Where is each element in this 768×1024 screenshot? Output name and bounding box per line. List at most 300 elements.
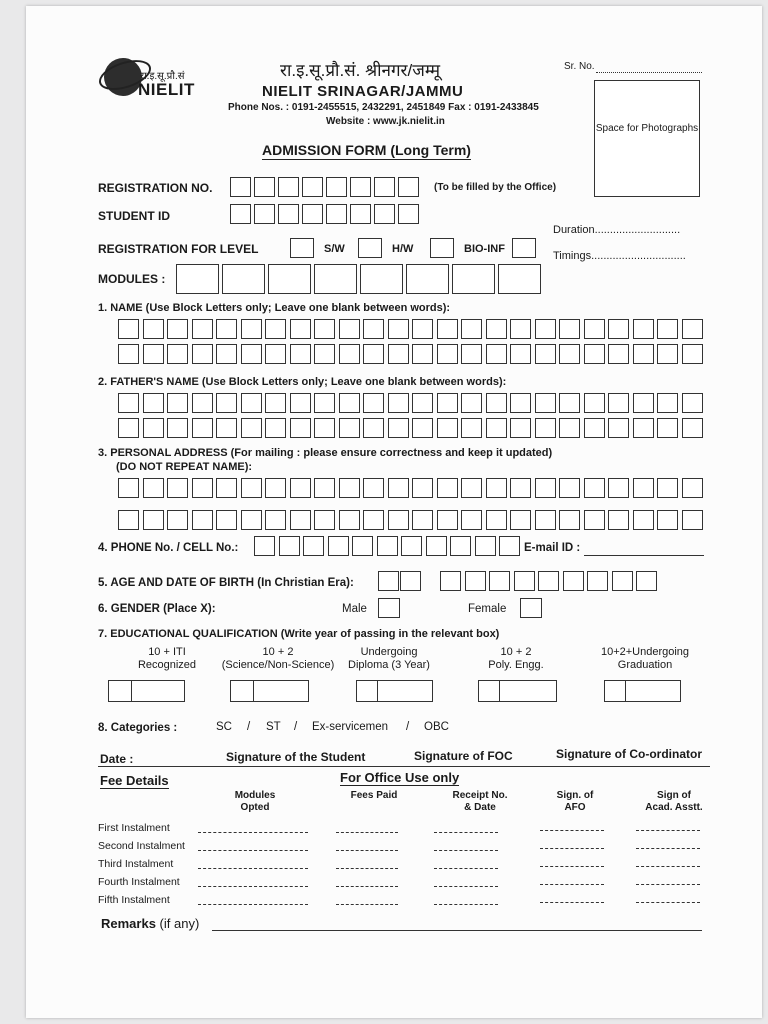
father-name-row1-box[interactable] — [118, 393, 139, 413]
education-year-box[interactable] — [230, 680, 254, 702]
father-name-row1-box[interactable] — [290, 393, 311, 413]
name-row2-box[interactable] — [241, 344, 262, 364]
female-checkbox[interactable] — [520, 598, 542, 618]
phone-box[interactable] — [377, 536, 398, 556]
father-name-row2-box[interactable] — [339, 418, 360, 438]
education-line-1: Undergoing — [360, 646, 418, 658]
address-row1-box[interactable] — [584, 478, 605, 498]
address-row2-box[interactable] — [535, 510, 556, 530]
logo-text: NIELIT — [138, 80, 195, 99]
bio-inf-label: BIO-INF — [464, 243, 505, 255]
website: Website : www.jk.nielit.in — [326, 116, 445, 127]
father-name-row1-box[interactable] — [167, 393, 188, 413]
fee-entry-field[interactable] — [540, 866, 604, 867]
fee-entry-field[interactable] — [636, 848, 700, 849]
education-year-box[interactable] — [625, 680, 681, 702]
remarks-label — [101, 916, 199, 931]
phone-label: 4. PHONE No. / CELL No.: — [98, 542, 239, 554]
module-box[interactable] — [498, 264, 541, 294]
fee-header-line-2: & Date — [464, 802, 496, 813]
address-row2-box[interactable] — [559, 510, 580, 530]
module-box[interactable] — [314, 264, 357, 294]
address-row2-box[interactable] — [339, 510, 360, 530]
name-row2-box[interactable] — [314, 344, 335, 364]
module-box[interactable] — [176, 264, 219, 294]
dob-box[interactable] — [563, 571, 584, 591]
name-row2-box[interactable] — [657, 344, 678, 364]
fee-header-line-2: Acad. Asstt. — [645, 802, 703, 813]
sw-checkbox[interactable] — [358, 238, 382, 258]
phone-box[interactable] — [303, 536, 324, 556]
address-row1-box[interactable] — [118, 478, 139, 498]
address-row2-box[interactable] — [192, 510, 213, 530]
registration-no-box[interactable] — [350, 177, 371, 197]
name-row2-box[interactable] — [290, 344, 311, 364]
admission-form-page — [26, 6, 762, 1018]
address-row1-box[interactable] — [192, 478, 213, 498]
name-row2-box[interactable] — [584, 344, 605, 364]
registration-no-box[interactable] — [230, 177, 251, 197]
name-row2-box[interactable] — [682, 344, 703, 364]
father-name-row2-box[interactable] — [559, 418, 580, 438]
remarks-note: (if any) — [155, 916, 200, 931]
name-row1-box[interactable] — [682, 319, 703, 339]
module-box[interactable] — [222, 264, 265, 294]
address-row2-box[interactable] — [118, 510, 139, 530]
name-row1-box[interactable] — [510, 319, 531, 339]
education-year-box[interactable] — [478, 680, 500, 702]
education-line-2: Graduation — [617, 659, 673, 671]
address-row1-box[interactable] — [216, 478, 237, 498]
registration-no-box[interactable] — [374, 177, 395, 197]
institute-title: NIELIT SRINAGAR/JAMMU — [262, 83, 464, 100]
father-name-row2-box[interactable] — [437, 418, 458, 438]
fee-entry-field[interactable] — [198, 850, 308, 851]
phone-box[interactable] — [450, 536, 471, 556]
email-field[interactable] — [584, 555, 704, 556]
address-row2-box[interactable] — [216, 510, 237, 530]
father-name-row1-box[interactable] — [314, 393, 335, 413]
male-checkbox[interactable] — [378, 598, 400, 618]
name-row2-box[interactable] — [143, 344, 164, 364]
fee-entry-field[interactable] — [636, 830, 700, 831]
education-year-box[interactable] — [131, 680, 185, 702]
student-id-box[interactable] — [326, 204, 347, 224]
fee-entry-field[interactable] — [434, 868, 498, 869]
phone-box[interactable] — [352, 536, 373, 556]
education-line-2: (Science/Non-Science) — [221, 659, 335, 671]
fee-entry-field[interactable] — [336, 868, 398, 869]
address-row1-box[interactable] — [290, 478, 311, 498]
fee-header-line-1: Modules — [234, 790, 276, 801]
phone-box[interactable] — [254, 536, 275, 556]
name-row1-box[interactable] — [437, 319, 458, 339]
father-name-row1-box[interactable] — [241, 393, 262, 413]
name-row1-box[interactable] — [535, 319, 556, 339]
fee-entry-field[interactable] — [336, 904, 398, 905]
fee-column-header — [434, 790, 526, 814]
father-name-row1-box[interactable] — [363, 393, 384, 413]
category-ex-servicemen[interactable]: Ex-servicemen — [312, 721, 389, 733]
father-name-row2-box[interactable] — [192, 418, 213, 438]
category-obc[interactable]: OBC — [424, 721, 449, 733]
dob-box[interactable] — [465, 571, 486, 591]
fee-details-title: Fee Details — [100, 773, 169, 788]
fee-header-line-2: AFO — [564, 802, 586, 813]
fee-column-header — [540, 790, 610, 814]
father-name-row1-box[interactable] — [584, 393, 605, 413]
fee-entry-field[interactable] — [540, 830, 604, 831]
father-name-row2-box[interactable] — [143, 418, 164, 438]
fee-header-line-1: Sign. of — [556, 790, 594, 801]
address-row1-box[interactable] — [535, 478, 556, 498]
dob-box[interactable] — [612, 571, 633, 591]
address-note: (DO NOT REPEAT NAME): — [116, 461, 253, 473]
fee-entry-field[interactable] — [434, 832, 498, 833]
name-row1-box[interactable] — [363, 319, 384, 339]
address-row1-box[interactable] — [363, 478, 384, 498]
father-name-row1-box[interactable] — [265, 393, 286, 413]
name-row1-box[interactable] — [192, 319, 213, 339]
office-use-title: For Office Use only — [340, 770, 460, 785]
name-row2-box[interactable] — [216, 344, 237, 364]
fee-entry-field[interactable] — [540, 848, 604, 849]
name-row2-box[interactable] — [192, 344, 213, 364]
fee-entry-field[interactable] — [336, 850, 398, 851]
address-label: 3. PERSONAL ADDRESS (For mailing : please ensure correctness and keep it updated) — [98, 447, 553, 459]
fee-entry-field[interactable] — [336, 886, 398, 887]
fee-entry-field[interactable] — [636, 884, 700, 885]
dob-box[interactable] — [587, 571, 608, 591]
father-name-row1-box[interactable] — [633, 393, 654, 413]
address-row2-box[interactable] — [143, 510, 164, 530]
name-row1-box[interactable] — [388, 319, 409, 339]
fee-entry-field[interactable] — [434, 904, 498, 905]
address-row1-box[interactable] — [633, 478, 654, 498]
name-row2-box[interactable] — [265, 344, 286, 364]
name-row2-box[interactable] — [510, 344, 531, 364]
fee-entry-field[interactable] — [636, 902, 700, 903]
student-id-box[interactable] — [278, 204, 299, 224]
remarks-bold: Remarks — [101, 916, 156, 931]
student-signature-label: Signature of the Student — [226, 750, 366, 764]
address-row1-box[interactable] — [167, 478, 188, 498]
address-row1-box[interactable] — [314, 478, 335, 498]
address-row1-box[interactable] — [510, 478, 531, 498]
name-row1-box[interactable] — [461, 319, 482, 339]
father-name-label: 2. FATHER'S NAME (Use Block Letters only; Leave one blank between words): — [98, 376, 507, 388]
fee-entry-field[interactable] — [434, 850, 498, 851]
category-st[interactable]: ST — [266, 721, 281, 733]
name-row1-box[interactable] — [559, 319, 580, 339]
name-row1-box[interactable] — [657, 319, 678, 339]
address-row1-box[interactable] — [486, 478, 507, 498]
student-id-box[interactable] — [350, 204, 371, 224]
name-row1-box[interactable] — [339, 319, 360, 339]
address-row2-box[interactable] — [486, 510, 507, 530]
fee-column-header — [334, 790, 414, 802]
address-row2-box[interactable] — [241, 510, 262, 530]
name-label: 1. NAME (Use Block Letters only; Leave one blank between words): — [98, 302, 451, 314]
fee-entry-field[interactable] — [198, 832, 308, 833]
name-row2-box[interactable] — [608, 344, 629, 364]
module-box[interactable] — [452, 264, 495, 294]
father-name-row1-box[interactable] — [510, 393, 531, 413]
duration-field[interactable]: Duration............................ — [553, 224, 681, 236]
name-row1-box[interactable] — [584, 319, 605, 339]
name-row1-box[interactable] — [633, 319, 654, 339]
registration-no-label: REGISTRATION NO. — [98, 181, 213, 195]
address-row2-box[interactable] — [363, 510, 384, 530]
address-row2-box[interactable] — [167, 510, 188, 530]
address-row2-box[interactable] — [314, 510, 335, 530]
address-row1-box[interactable] — [608, 478, 629, 498]
address-row2-box[interactable] — [461, 510, 482, 530]
dob-box[interactable] — [636, 571, 657, 591]
level-checkbox-1[interactable] — [290, 238, 314, 258]
father-name-row2-box[interactable] — [510, 418, 531, 438]
father-name-row2-box[interactable] — [633, 418, 654, 438]
address-row2-box[interactable] — [510, 510, 531, 530]
fee-row-label: Fourth Instalment — [98, 876, 180, 888]
education-option-label — [216, 646, 340, 672]
email-label: E-mail ID : — [524, 542, 581, 554]
father-name-row1-box[interactable] — [486, 393, 507, 413]
registration-no-box[interactable] — [326, 177, 347, 197]
fee-entry-field[interactable] — [336, 832, 398, 833]
age-dob-label: 5. AGE AND DATE OF BIRTH (In Christian Era): — [98, 577, 354, 589]
address-row1-box[interactable] — [339, 478, 360, 498]
name-row1-box[interactable] — [265, 319, 286, 339]
registration-no-box[interactable] — [302, 177, 323, 197]
fee-row-label: First Instalment — [98, 822, 170, 834]
father-name-row1-box[interactable] — [461, 393, 482, 413]
name-row2-box[interactable] — [535, 344, 556, 364]
address-row1-box[interactable] — [265, 478, 286, 498]
fee-header-line-2: Opted — [240, 802, 270, 813]
name-row1-box[interactable] — [216, 319, 237, 339]
address-row2-box[interactable] — [265, 510, 286, 530]
name-row2-box[interactable] — [437, 344, 458, 364]
address-row2-box[interactable] — [290, 510, 311, 530]
father-name-row2-box[interactable] — [167, 418, 188, 438]
address-row1-box[interactable] — [143, 478, 164, 498]
father-name-row1-box[interactable] — [143, 393, 164, 413]
name-row2-box[interactable] — [339, 344, 360, 364]
module-box[interactable] — [406, 264, 449, 294]
father-name-row2-box[interactable] — [314, 418, 335, 438]
father-name-row2-box[interactable] — [290, 418, 311, 438]
sr-no-label: Sr. No. — [564, 61, 595, 72]
age-box[interactable] — [378, 571, 399, 591]
registration-no-box[interactable] — [254, 177, 275, 197]
hw-label: H/W — [392, 243, 414, 255]
name-row1-box[interactable] — [486, 319, 507, 339]
education-line-1: 10+2+Undergoing — [600, 646, 690, 658]
bio-inf-checkbox[interactable] — [512, 238, 536, 258]
name-row2-box[interactable] — [412, 344, 433, 364]
age-box[interactable] — [400, 571, 421, 591]
phone-numbers: Phone Nos. : 0191-2455515, 2432291, 2451849 Fax : 0191-2433845 — [228, 102, 539, 113]
address-row2-box[interactable] — [388, 510, 409, 530]
categories-label: 8. Categories : — [98, 722, 178, 734]
father-name-row2-box[interactable] — [241, 418, 262, 438]
father-name-row2-box[interactable] — [682, 418, 703, 438]
education-year-box[interactable] — [253, 680, 309, 702]
coordinator-signature-label: Signature of Co-ordinator — [556, 747, 702, 761]
name-row1-box[interactable] — [167, 319, 188, 339]
father-name-row2-box[interactable] — [118, 418, 139, 438]
student-id-box[interactable] — [230, 204, 251, 224]
category-slash-1: / — [247, 721, 251, 733]
address-row1-box[interactable] — [461, 478, 482, 498]
dob-box[interactable] — [440, 571, 461, 591]
father-name-row2-box[interactable] — [486, 418, 507, 438]
sr-no-field[interactable] — [596, 72, 702, 73]
address-row2-box[interactable] — [412, 510, 433, 530]
address-row2-box[interactable] — [437, 510, 458, 530]
father-name-row1-box[interactable] — [216, 393, 237, 413]
fee-row-label: Second Instalment — [98, 840, 185, 852]
student-id-box[interactable] — [398, 204, 419, 224]
education-line-2: Poly. Engg. — [488, 659, 544, 671]
logo-hindi: रा.इ.सू.प्रौ.सं — [140, 71, 185, 82]
father-name-row2-box[interactable] — [535, 418, 556, 438]
category-slash-3: / — [406, 721, 410, 733]
fee-entry-field[interactable] — [636, 866, 700, 867]
father-name-row2-box[interactable] — [412, 418, 433, 438]
father-name-row2-box[interactable] — [216, 418, 237, 438]
father-name-row2-box[interactable] — [608, 418, 629, 438]
name-row1-box[interactable] — [412, 319, 433, 339]
father-name-row2-box[interactable] — [461, 418, 482, 438]
address-row1-box[interactable] — [559, 478, 580, 498]
fee-entry-field[interactable] — [540, 902, 604, 903]
photo-label: Space for Photographs — [595, 123, 699, 134]
name-row2-box[interactable] — [118, 344, 139, 364]
fee-entry-field[interactable] — [434, 886, 498, 887]
module-box[interactable] — [268, 264, 311, 294]
gender-label: 6. GENDER (Place X): — [98, 603, 216, 615]
father-name-row1-box[interactable] — [412, 393, 433, 413]
student-id-box[interactable] — [254, 204, 275, 224]
name-row2-box[interactable] — [167, 344, 188, 364]
name-row1-box[interactable] — [608, 319, 629, 339]
category-sc[interactable]: SC — [216, 721, 232, 733]
name-row2-box[interactable] — [633, 344, 654, 364]
father-name-row2-box[interactable] — [363, 418, 384, 438]
education-year-box[interactable] — [499, 680, 557, 702]
remarks-field[interactable] — [212, 930, 702, 931]
father-name-row1-box[interactable] — [608, 393, 629, 413]
fee-entry-field[interactable] — [198, 886, 308, 887]
hindi-title: रा.इ.सू.प्रौ.सं. श्रीनगर/जम्मू — [280, 61, 441, 80]
education-year-box[interactable] — [356, 680, 378, 702]
name-row1-box[interactable] — [290, 319, 311, 339]
address-row1-box[interactable] — [412, 478, 433, 498]
dob-box[interactable] — [489, 571, 510, 591]
father-name-row1-box[interactable] — [657, 393, 678, 413]
phone-box[interactable] — [401, 536, 422, 556]
father-name-row1-box[interactable] — [682, 393, 703, 413]
foc-signature-label: Signature of FOC — [414, 749, 513, 763]
fee-header-line-1: Receipt No. — [452, 790, 508, 801]
phone-box[interactable] — [475, 536, 496, 556]
name-row2-box[interactable] — [388, 344, 409, 364]
category-slash-2: / — [294, 721, 298, 733]
address-row2-box[interactable] — [608, 510, 629, 530]
registration-no-box[interactable] — [278, 177, 299, 197]
student-id-box[interactable] — [374, 204, 395, 224]
timings-field[interactable]: Timings............................... — [553, 250, 686, 262]
father-name-row1-box[interactable] — [535, 393, 556, 413]
fee-row-label: Third Instalment — [98, 858, 174, 870]
education-year-box[interactable] — [604, 680, 626, 702]
father-name-row2-box[interactable] — [388, 418, 409, 438]
phone-box[interactable] — [426, 536, 447, 556]
education-year-box[interactable] — [108, 680, 132, 702]
name-row2-box[interactable] — [486, 344, 507, 364]
education-year-box[interactable] — [377, 680, 433, 702]
name-row1-box[interactable] — [143, 319, 164, 339]
fee-entry-field[interactable] — [198, 904, 308, 905]
name-row1-box[interactable] — [118, 319, 139, 339]
address-row2-box[interactable] — [584, 510, 605, 530]
student-id-box[interactable] — [302, 204, 323, 224]
name-row1-box[interactable] — [241, 319, 262, 339]
address-row2-box[interactable] — [657, 510, 678, 530]
name-row2-box[interactable] — [461, 344, 482, 364]
father-name-row1-box[interactable] — [339, 393, 360, 413]
address-row1-box[interactable] — [657, 478, 678, 498]
address-row1-box[interactable] — [388, 478, 409, 498]
dob-box[interactable] — [514, 571, 535, 591]
form-title: ADMISSION FORM (Long Term) — [262, 142, 471, 158]
phone-box[interactable] — [328, 536, 349, 556]
father-name-row2-box[interactable] — [584, 418, 605, 438]
fee-entry-field[interactable] — [540, 884, 604, 885]
father-name-row2-box[interactable] — [657, 418, 678, 438]
address-row2-box[interactable] — [633, 510, 654, 530]
education-option-label — [588, 646, 702, 672]
name-row2-box[interactable] — [363, 344, 384, 364]
fee-entry-field[interactable] — [198, 868, 308, 869]
name-row1-box[interactable] — [314, 319, 335, 339]
registration-no-box[interactable] — [398, 177, 419, 197]
modules-label: MODULES : — [98, 272, 166, 286]
photo-box[interactable] — [594, 80, 700, 197]
dob-box[interactable] — [538, 571, 559, 591]
fee-row-label: Fifth Instalment — [98, 894, 170, 906]
student-id-label: STUDENT ID — [98, 209, 170, 223]
date-label: Date : — [100, 752, 134, 766]
father-name-row1-box[interactable] — [437, 393, 458, 413]
father-name-row2-box[interactable] — [265, 418, 286, 438]
address-row1-box[interactable] — [437, 478, 458, 498]
father-name-row1-box[interactable] — [192, 393, 213, 413]
education-line-1: 10 + ITI — [148, 646, 186, 658]
address-row1-box[interactable] — [682, 478, 703, 498]
phone-box[interactable] — [499, 536, 520, 556]
hw-checkbox[interactable] — [430, 238, 454, 258]
address-row2-box[interactable] — [682, 510, 703, 530]
phone-box[interactable] — [279, 536, 300, 556]
father-name-row1-box[interactable] — [388, 393, 409, 413]
name-row2-box[interactable] — [559, 344, 580, 364]
module-box[interactable] — [360, 264, 403, 294]
address-row1-box[interactable] — [241, 478, 262, 498]
father-name-row1-box[interactable] — [559, 393, 580, 413]
